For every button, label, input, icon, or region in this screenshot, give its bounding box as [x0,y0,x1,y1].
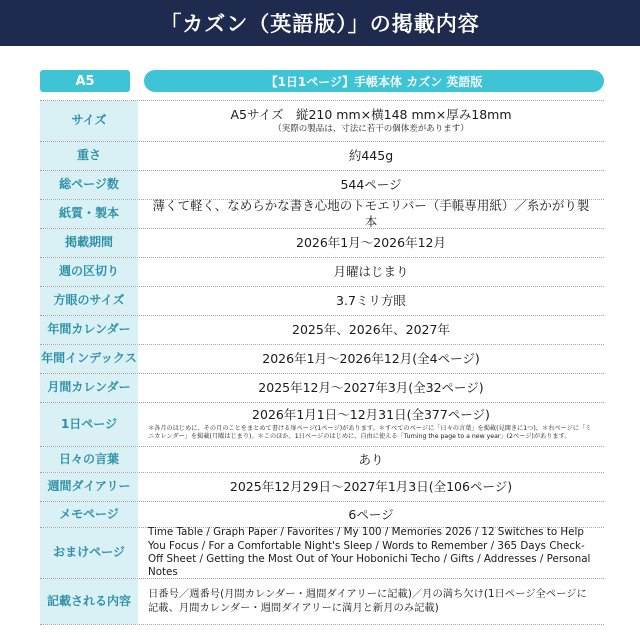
row-value-text: A5サイズ 縦210 mm×横148 mm×厚み18mm [230,107,512,123]
row-label: メモページ [40,502,138,527]
row-value-footnote: ＊各月のはじめに、その月のことをまとめて書ける扉ページ(1ページ)があります。＊すべてのページに「日々の言葉」を掲載(見開きに1つ)。＊右ページに「ミニカレンダー」を掲載(月曜はじまり)。＊このほか、1日ページのはじめに、自由に使える「Turning the page to a new year」(2ページ)があります。 [148,424,592,441]
row-label: 1日ページ [40,403,138,446]
spec-row-daily-quotes [40,447,604,473]
spec-row-paper [40,200,604,229]
row-value: 日番号／週番号(月間カレンダー・週間ダイアリーに記載)／月の満ち欠け(1日ページ全ページに記載、月間カレンダー・週間ダイアリーに満月と新月のみ記載) [148,588,587,614]
spec-row-weekly-diary [40,473,604,502]
spec-row-yearly-calendar [40,316,604,345]
row-label: 総ページ数 [40,171,138,199]
product-title-pill: 【1日1ページ】手帳本体 カズン 英語版 [144,70,604,92]
row-value-text: 2026年1月1日〜12月31日(全377ページ) [252,407,490,423]
size-badge: A5 [40,70,130,92]
page-header [0,0,640,46]
row-value: 薄くて軽く、なめらかな書き心地のトモエリバー（手帳専用紙）／糸かがり製本 [152,198,590,229]
row-label: サイズ [40,101,138,141]
row-label: 記載される内容 [40,579,138,624]
row-value: あり [358,451,384,467]
spec-row-bonus-pages [40,528,604,579]
row-value [138,101,604,141]
row-value: Time Table / Graph Paper / Favorites / My 100 / Memories 2026 / 12 Switches to Help You Focus / For a Comfortable Night's Sleep / Words to Remember / 365 Days Check-Off Sheet / Getting the Most Out of Your Hobonichi Techo / Gifts / Addresses / Personal Notes [148,526,591,579]
spec-row-pages [40,171,604,200]
row-label: 日々の言葉 [40,447,138,472]
row-value [138,403,604,446]
row-label: 重さ [40,142,138,170]
row-label: 年間インデックス [40,345,138,373]
row-label: 紙質・製本 [40,200,138,228]
spec-heading-row [40,70,604,92]
row-label: 方眼のサイズ [40,287,138,315]
spec-row-memo [40,502,604,528]
row-value: 2025年、2026年、2027年 [292,322,450,338]
spec-row-size [40,100,604,142]
row-label: 週間ダイアリー [40,473,138,501]
spec-row-week-start [40,258,604,287]
spec-row-monthly-calendar [40,374,604,403]
row-value: 2025年12月29日〜2027年1月3日(全106ページ) [229,479,513,495]
row-label: おまけページ [40,528,138,578]
spec-row-yearly-index [40,345,604,374]
row-value: 6ページ [348,506,394,522]
row-label: 掲載期間 [40,229,138,257]
row-label: 年間カレンダー [40,316,138,344]
row-label: 週の区切り [40,258,138,286]
spec-row-weight [40,142,604,171]
spec-table [40,100,604,625]
spec-row-period [40,229,604,258]
row-value: 3.7ミリ方眼 [336,293,406,309]
page-title: 「カズン（英語版）」の掲載内容 [160,12,480,36]
spec-row-daily-page [40,403,604,447]
row-value: 約445g [348,148,394,164]
spec-row-grid [40,287,604,316]
row-value: 2026年1月〜2026年12月 [296,235,446,251]
row-value: 2026年1月〜2026年12月(全4ページ) [262,351,480,367]
row-value-subnote: （実際の製品は、寸法に若干の個体差があります） [273,124,469,134]
row-value: 2025年12月〜2027年3月(全32ページ) [258,380,484,396]
row-label: 月間カレンダー [40,374,138,402]
row-value: 月曜はじまり [333,264,409,280]
spec-row-contents [40,579,604,625]
row-value: 544ページ [340,177,402,193]
